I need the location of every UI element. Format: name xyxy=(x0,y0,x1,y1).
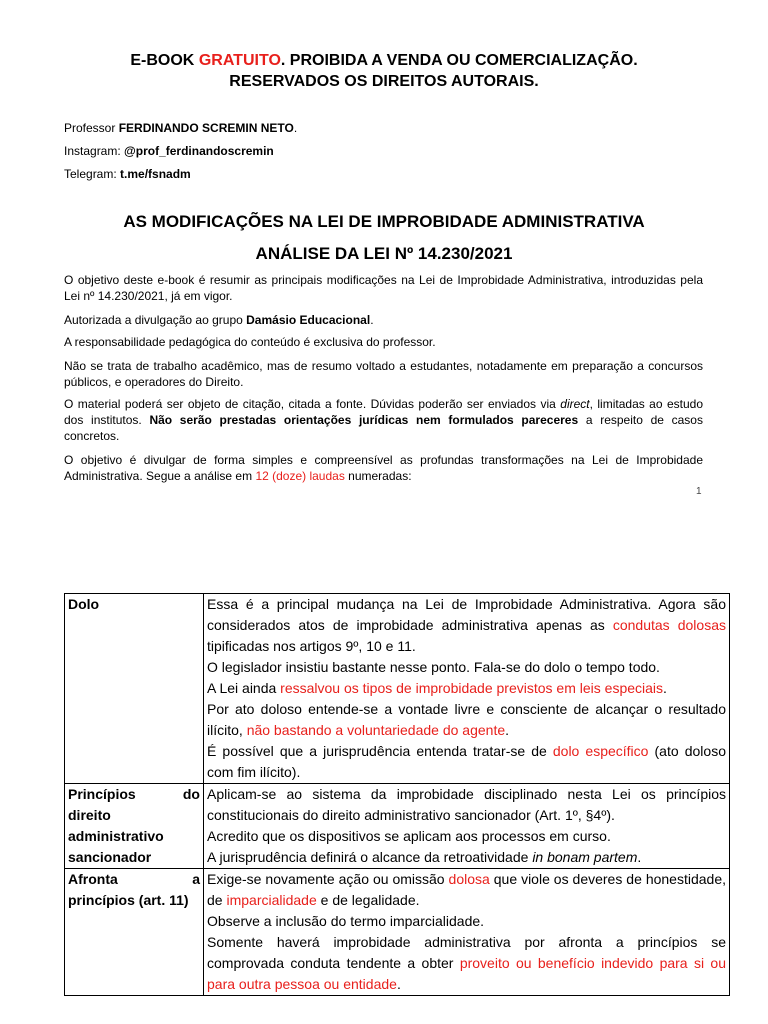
highlight-text: condutas dolosas xyxy=(612,617,726,633)
topic-cell xyxy=(65,869,204,996)
highlight-text: não bastando a voluntariedade do agente xyxy=(246,722,506,738)
topic-label: sancionador xyxy=(68,849,152,865)
table-row xyxy=(65,594,730,784)
content-text: tipificadas nos artigos 9º, 10 e 11. xyxy=(207,638,416,654)
telegram-line xyxy=(64,167,191,181)
topic-label: princípios (art. 11) xyxy=(68,892,189,908)
content-paragraph: O legislador insistiu bastante nesse ponto. Fala-se do dolo o tempo todo. xyxy=(207,659,660,675)
telegram-label: Telegram: xyxy=(64,167,121,181)
banner-line-1 xyxy=(0,50,768,71)
highlight-text: ressalvou os tipos de improbidade previstos em leis especiais xyxy=(280,680,664,696)
banner-free-highlight: GRATUITO xyxy=(198,52,281,69)
author-prefix: Professor xyxy=(64,121,119,135)
highlight-text: dolosa xyxy=(448,871,490,887)
intro-paragraph-1: O objetivo deste e-book é resumir as principais modificações na Lei de Improbidade Administrativa, introduzidas pela Lei nº 14.230/2021, já em vigor. xyxy=(64,273,703,303)
intro-paragraph-5 xyxy=(64,396,703,444)
paragraph-text: Autorizada a divulgação ao grupo xyxy=(64,313,247,327)
content-text: Essa é a principal mudança na Lei de Improbidade Administrativa. Agora são considerados atos de improbidade administrativa apenas as xyxy=(207,596,726,633)
copyright-banner xyxy=(0,50,768,92)
analysis-table xyxy=(64,593,730,996)
telegram-handle: t.me/fsnadm xyxy=(120,167,191,181)
content-text: Por ato doloso entende-se a vontade livre e consciente de alcançar o resultado ilícito, xyxy=(207,701,726,738)
content-paragraph xyxy=(207,741,726,783)
content-text: . xyxy=(663,680,667,696)
topic-label: Dolo xyxy=(68,596,100,612)
page-count-highlight: 12 (doze) laudas xyxy=(255,469,345,483)
content-paragraph xyxy=(207,932,726,995)
topic-cell xyxy=(65,784,204,869)
highlight-text: imparcialidade xyxy=(226,892,317,908)
paragraph-text: O material poderá ser objeto de citação, citada a fonte. Dúvidas poderão ser enviados via xyxy=(64,397,561,411)
banner-text: E-BOOK xyxy=(130,52,199,69)
content-paragraph xyxy=(207,699,726,741)
topic-label: direito xyxy=(68,807,111,823)
paragraph-text: . xyxy=(370,313,374,327)
instagram-line xyxy=(64,144,274,158)
table-row xyxy=(65,784,730,869)
content-text: É possível que a jurisprudência entenda tratar-se de xyxy=(207,743,553,759)
topic-label: administrativo xyxy=(68,828,164,844)
content-paragraph xyxy=(207,594,726,657)
paragraph-text: O objetivo é divulgar de forma simples e compreensível as profundas transformações na Lei de Improbidade Administrativa. Segue a análise em xyxy=(64,453,703,483)
latin-term: in bonam partem xyxy=(532,849,638,865)
banner-line-2: RESERVADOS OS DIREITOS AUTORAIS. xyxy=(229,73,539,90)
intro-paragraph-6 xyxy=(64,452,703,484)
paragraph-text: , limitadas ao estudo dos institutos. xyxy=(64,397,703,427)
document-subtitle: ANÁLISE DA LEI Nº 14.230/2021 xyxy=(255,244,513,263)
content-text: A Lei ainda xyxy=(207,680,281,696)
group-name: Damásio Educacional xyxy=(246,313,371,327)
topic-cell xyxy=(65,594,204,784)
content-paragraph xyxy=(207,678,726,699)
intro-paragraph-3: A responsabilidade pedagógica do conteúdo é exclusiva do professor. xyxy=(64,335,436,349)
notice-bold: Não serão prestadas orientações jurídicas nem formulados pareceres xyxy=(149,413,579,427)
document-title: AS MODIFICAÇÕES NA LEI DE IMPROBIDADE ADMINISTRATIVA xyxy=(123,212,645,231)
author-name: FERDINANDO SCREMIN NETO xyxy=(118,121,294,135)
highlight-text: proveito ou benefício indevido para si ou para outra pessoa ou entidade xyxy=(207,955,726,992)
content-cell xyxy=(204,784,730,869)
intro-paragraph-2 xyxy=(64,312,703,328)
content-text: A jurisprudência definirá o alcance da retroatividade xyxy=(207,849,533,865)
content-paragraph: Aplicam-se ao sistema da improbidade disciplinado nesta Lei os princípios constitucionais do direito administrativo sancionador (Art. 1º, §4º). xyxy=(207,786,726,823)
content-text: . xyxy=(396,976,401,992)
page-number: 1 xyxy=(696,486,702,497)
instagram-handle: @prof_ferdinandoscremin xyxy=(124,144,274,158)
content-paragraph xyxy=(207,869,726,911)
content-paragraph xyxy=(207,847,726,868)
banner-text: . PROIBIDA A VENDA OU COMERCIALIZAÇÃO. xyxy=(280,52,638,69)
direct-term: direct xyxy=(560,397,590,411)
topic-label: Afronta a xyxy=(68,871,200,887)
content-text: que viole os deveres de honestidade, de xyxy=(207,871,726,908)
content-text: e de legalidade. xyxy=(316,892,420,908)
content-cell xyxy=(204,594,730,784)
author-line xyxy=(64,121,297,135)
paragraph-text: a respeito de casos concretos. xyxy=(64,413,703,443)
content-text: Somente haverá improbidade administrativa por afronta a princípios se comprovada conduta tendente a obter xyxy=(207,934,726,971)
content-text: (ato doloso com fim ilícito). xyxy=(207,743,726,780)
instagram-label: Instagram: xyxy=(64,144,125,158)
content-text: . xyxy=(505,722,510,738)
content-paragraph: Observe a inclusão do termo imparcialidade. xyxy=(207,913,485,929)
content-text: Exige-se novamente ação ou omissão xyxy=(207,871,449,887)
content-paragraph: Acredito que os dispositivos se aplicam aos processos em curso. xyxy=(207,828,611,844)
table-row xyxy=(65,869,730,996)
topic-label: Princípios do xyxy=(68,786,200,802)
intro-paragraph-4: Não se trata de trabalho acadêmico, mas de resumo voltado a estudantes, notadamente em preparação a concursos públicos, e operadores do Direito. xyxy=(64,359,703,389)
content-cell xyxy=(204,869,730,996)
highlight-text: dolo específico xyxy=(552,743,649,759)
content-text: . xyxy=(637,849,642,865)
author-suffix: . xyxy=(293,121,298,135)
paragraph-text: numeradas: xyxy=(344,469,412,483)
